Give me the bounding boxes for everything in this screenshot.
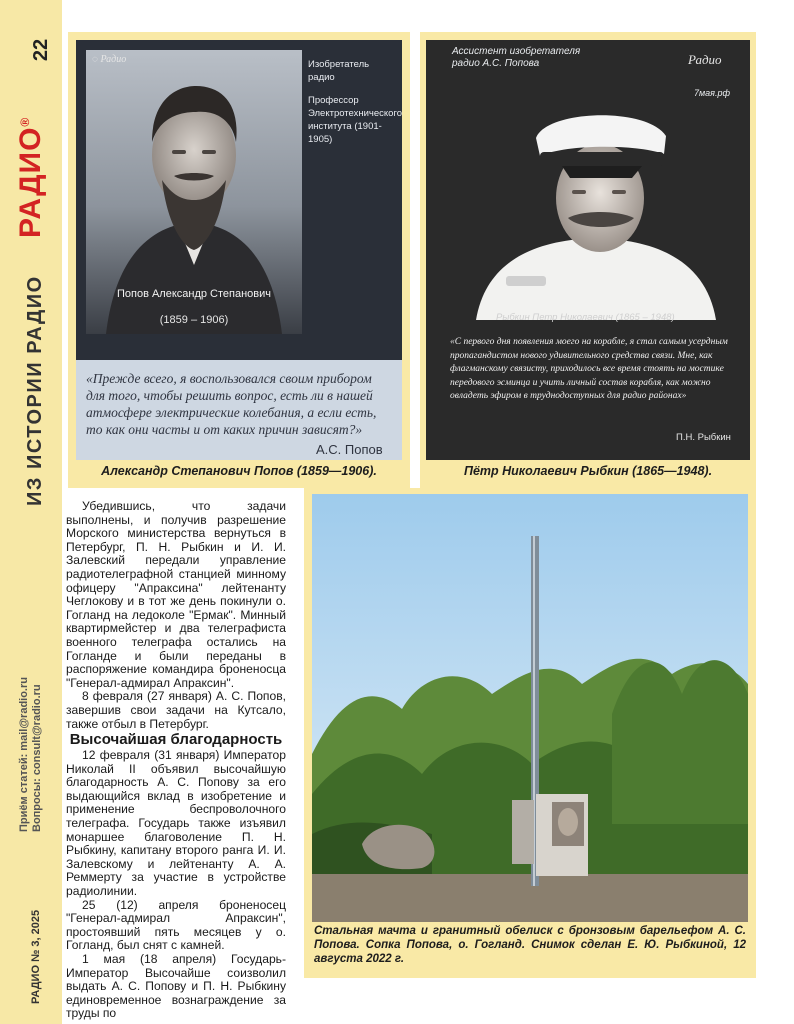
page-number: 22 <box>30 38 52 62</box>
popov-quote-author: А.С. Попов <box>316 442 383 457</box>
issue-label: РАДИО № 3, 2025 <box>30 909 42 1004</box>
mast-photo-caption: Стальная мачта и гранитный обелиск с бронзовым барельефом А. С. Попова. Сопка Попова, о. Гогланд. Снимок сделан Е. Ю. Рыбкиной, 12 августа 2022 г. <box>314 925 746 965</box>
popov-quote: «Прежде всего, я воспользовался своим прибором для того, чтобы решить вопрос, есть ли в нашей атмосфере электрические колебания, а если есть, то как они часты и от каких причин зависят?» <box>86 371 377 437</box>
logo-text: РАДИО <box>14 126 47 238</box>
radio-brand-watermark: Радио <box>688 52 722 67</box>
rybkin-portrait <box>466 80 726 320</box>
mast-photo <box>312 494 748 922</box>
contacts-block <box>18 677 44 832</box>
rybkin-portrait-drawing <box>466 80 726 320</box>
mast-photo-panel <box>304 488 756 978</box>
article-subheading: Высочайшая благодарность <box>69 731 283 749</box>
logo-registered-mark: ® <box>18 116 32 127</box>
rybkin-photo-name: Рыбкин Петр Николаевич (1865 – 1948) <box>496 312 675 323</box>
radio-brand-watermark: ◌ Радио <box>92 54 127 65</box>
article-paragraph: 12 февраля (31 января) Император Николай II объявил высочайшую благодарность А. С. Попову за его выдающийся вклад в изобретение и применение беспроволочного телеграфа. Государь также изъявил монаршее благоволение П. Н. Рыбкину, капитану второго ранга И. И. Залевскому и лейтенанту А. А. Реммерту за участие в устройстве радиолинии. <box>66 748 286 899</box>
rybkin-quote-author: П.Н. Рыбкин <box>676 432 731 443</box>
popov-photo-years: (1859 – 1906) <box>159 314 229 326</box>
magazine-logo <box>14 117 48 238</box>
popov-card <box>76 40 402 360</box>
popov-panel <box>68 32 410 488</box>
rybkin-panel-inner <box>426 40 750 460</box>
popov-caption-title: Изобретатель радио <box>308 59 370 83</box>
popov-caption-position: Профессор Электротехнического института (1901-1905) <box>308 95 403 145</box>
rybkin-panel <box>420 32 756 488</box>
section-title: ИЗ ИСТОРИИ РАДИО <box>24 275 46 506</box>
rybkin-figure-caption: Пётр Николаевич Рыбкин (1865—1948). <box>463 464 713 478</box>
rybkin-quote: «С первого дня появления моего на корабле, я стал самым усердным пропагандистом нового удивительного средства связи. Мне, как флагманскому связисту, приходилось все время стоять на мостике передового эсминца и учить личный состав корабля, как можно овладеть эфиром в труднодоступных для радио районах» <box>450 337 728 401</box>
popov-photo-name: Попов Александр Степанович <box>116 288 272 300</box>
contact-articles: Приём статей: mail@radio.ru <box>18 677 30 832</box>
rybkin-caption: Ассистент изобретателя радио А.С. Попова <box>452 46 581 69</box>
article-body <box>66 500 286 1021</box>
article-paragraph: 1 мая (18 апреля) Государь-Император Высочайше соизволил выдать А. С. Попову и П. Н. Рыбкину единовременное вознаграждение за труды по <box>66 952 286 1021</box>
article-paragraph: 8 февраля (27 января) А. С. Попов, завершив свои задачи на Кутсало, также отбыл в Петербург. <box>66 689 286 731</box>
popov-caption <box>308 58 403 146</box>
popov-figure-caption: Александр Степанович Попов (1859—1906). <box>101 464 377 478</box>
article-paragraph: Убедившись, что задачи выполнены, и получив разрешение Морского министерства вернуться в Петербург, П. Н. Рыбкин и И. И. Залевский передали управление радиотелеграфной станцией минному офицеру "Апраксина" лейтенанту Чеглокову и в тот же день покинули о. Гогланд на ледоколе "Ермак". Минный квартирмейстер и два телеграфиста военного телеграфа остались на Гогланде и были переданы в распоряжение командира броненосца "Генерал-адмирал Апраксин". <box>66 499 286 690</box>
mast-photo-drawing <box>312 494 748 922</box>
popov-panel-inner <box>76 40 402 460</box>
contact-questions: Вопросы: consult@radio.ru <box>31 684 43 832</box>
article-paragraph: 25 (12) апреля броненосец "Генерал-адмирал Апраксин", простоявший пять месяцев у о. Гогланд, был снят с камней. <box>66 897 286 953</box>
rybkin-site: 7мая.рф <box>694 88 731 98</box>
